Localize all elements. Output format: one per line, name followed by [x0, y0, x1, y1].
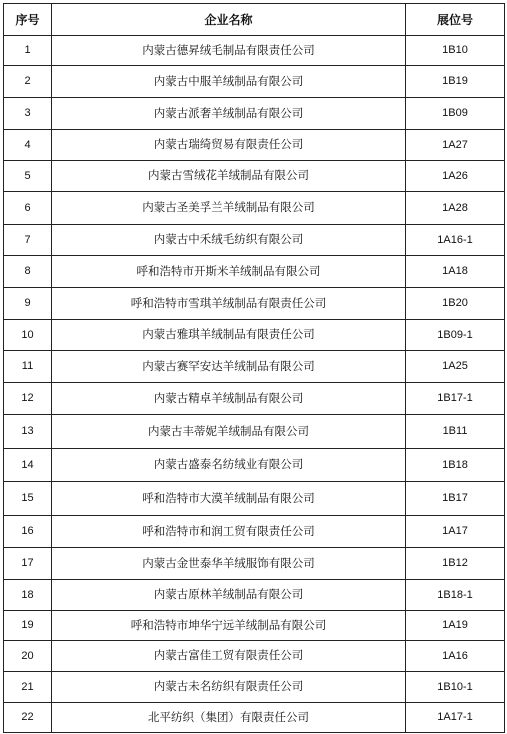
- company-name-cell: 内蒙古富佳工贸有限责任公司: [52, 641, 406, 672]
- company-name-cell: 内蒙古金世泰华羊绒服饰有限公司: [52, 548, 406, 580]
- exhibitor-table: [3, 3, 505, 733]
- booth-number-cell: 1B10-1: [406, 672, 505, 703]
- company-name-cell: 内蒙古中服羊绒制品有限公司: [52, 66, 406, 98]
- row-number-cell: 12: [4, 383, 52, 415]
- table-row: [4, 672, 505, 703]
- company-name-cell: 内蒙古精卓羊绒制品有限公司: [52, 383, 406, 415]
- booth-number-cell: 1A27: [406, 130, 505, 161]
- table-row: [4, 611, 505, 641]
- table-row: [4, 580, 505, 611]
- booth-number-cell: 1A17-1: [406, 703, 505, 733]
- company-name-cell: 内蒙古德昇绒毛制品有限责任公司: [52, 36, 406, 66]
- company-name-cell: 内蒙古原林羊绒制品有限公司: [52, 580, 406, 611]
- table-row: [4, 288, 505, 320]
- company-name-cell: 内蒙古雅琪羊绒制品有限责任公司: [52, 320, 406, 351]
- row-number-cell: 6: [4, 192, 52, 225]
- row-number-cell: 9: [4, 288, 52, 320]
- row-number-cell: 8: [4, 256, 52, 288]
- table-body: [4, 36, 505, 733]
- company-name-cell: 呼和浩特市开斯米羊绒制品有限公司: [52, 256, 406, 288]
- company-name-cell: 内蒙古丰蒂妮羊绒制品有限公司: [52, 415, 406, 449]
- company-name-cell: 呼和浩特市雪琪羊绒制品有限责任公司: [52, 288, 406, 320]
- table-row: [4, 641, 505, 672]
- table-row: [4, 320, 505, 351]
- row-number-cell: 7: [4, 225, 52, 256]
- row-number-cell: 1: [4, 36, 52, 66]
- booth-number-cell: 1B20: [406, 288, 505, 320]
- table-row: [4, 516, 505, 548]
- table-row: [4, 225, 505, 256]
- booth-number-cell: 1B11: [406, 415, 505, 449]
- booth-number-cell: 1B18-1: [406, 580, 505, 611]
- booth-number-cell: 1A28: [406, 192, 505, 225]
- table-row: [4, 351, 505, 383]
- header-number: 序号: [4, 4, 52, 36]
- table-row: [4, 449, 505, 482]
- row-number-cell: 2: [4, 66, 52, 98]
- table-row: [4, 36, 505, 66]
- table-row: [4, 415, 505, 449]
- row-number-cell: 10: [4, 320, 52, 351]
- company-name-cell: 呼和浩特市大漠羊绒制品有限公司: [52, 482, 406, 516]
- table-row: [4, 130, 505, 161]
- row-number-cell: 22: [4, 703, 52, 733]
- booth-number-cell: 1B17: [406, 482, 505, 516]
- booth-number-cell: 1B19: [406, 66, 505, 98]
- booth-number-cell: 1B17-1: [406, 383, 505, 415]
- booth-number-cell: 1A16: [406, 641, 505, 672]
- row-number-cell: 5: [4, 161, 52, 192]
- table-row: [4, 98, 505, 130]
- table-row: [4, 548, 505, 580]
- table-row: [4, 482, 505, 516]
- table-row: [4, 66, 505, 98]
- row-number-cell: 18: [4, 580, 52, 611]
- company-name-cell: 内蒙古赛罕安达羊绒制品有限公司: [52, 351, 406, 383]
- company-name-cell: 内蒙古未名纺织有限责任公司: [52, 672, 406, 703]
- booth-number-cell: 1A16-1: [406, 225, 505, 256]
- company-name-cell: 内蒙古派奢羊绒制品有限公司: [52, 98, 406, 130]
- row-number-cell: 3: [4, 98, 52, 130]
- row-number-cell: 14: [4, 449, 52, 482]
- company-name-cell: 内蒙古雪绒花羊绒制品有限公司: [52, 161, 406, 192]
- booth-number-cell: 1B09-1: [406, 320, 505, 351]
- booth-number-cell: 1B18: [406, 449, 505, 482]
- company-name-cell: 内蒙古圣美孚兰羊绒制品有限公司: [52, 192, 406, 225]
- row-number-cell: 20: [4, 641, 52, 672]
- booth-number-cell: 1B09: [406, 98, 505, 130]
- table-row: [4, 192, 505, 225]
- booth-number-cell: 1A18: [406, 256, 505, 288]
- header-booth-number: 展位号: [406, 4, 505, 36]
- table-row: [4, 161, 505, 192]
- company-name-cell: 呼和浩特市坤华宁远羊绒制品有限公司: [52, 611, 406, 641]
- header-company-name: 企业名称: [52, 4, 406, 36]
- company-name-cell: 内蒙古盛泰名纺绒业有限公司: [52, 449, 406, 482]
- row-number-cell: 16: [4, 516, 52, 548]
- row-number-cell: 19: [4, 611, 52, 641]
- company-name-cell: 内蒙古中禾绒毛纺织有限公司: [52, 225, 406, 256]
- row-number-cell: 17: [4, 548, 52, 580]
- company-name-cell: 内蒙古瑞绮贸易有限责任公司: [52, 130, 406, 161]
- booth-number-cell: 1A25: [406, 351, 505, 383]
- booth-number-cell: 1A17: [406, 516, 505, 548]
- table-row: [4, 256, 505, 288]
- table-row: [4, 383, 505, 415]
- table-row: [4, 703, 505, 733]
- row-number-cell: 15: [4, 482, 52, 516]
- company-name-cell: 呼和浩特市和润工贸有限责任公司: [52, 516, 406, 548]
- booth-number-cell: 1B12: [406, 548, 505, 580]
- row-number-cell: 13: [4, 415, 52, 449]
- company-name-cell: 北平纺织（集团）有限责任公司: [52, 703, 406, 733]
- booth-number-cell: 1A26: [406, 161, 505, 192]
- row-number-cell: 11: [4, 351, 52, 383]
- booth-number-cell: 1A19: [406, 611, 505, 641]
- row-number-cell: 4: [4, 130, 52, 161]
- row-number-cell: 21: [4, 672, 52, 703]
- booth-number-cell: 1B10: [406, 36, 505, 66]
- header-row: [4, 4, 505, 36]
